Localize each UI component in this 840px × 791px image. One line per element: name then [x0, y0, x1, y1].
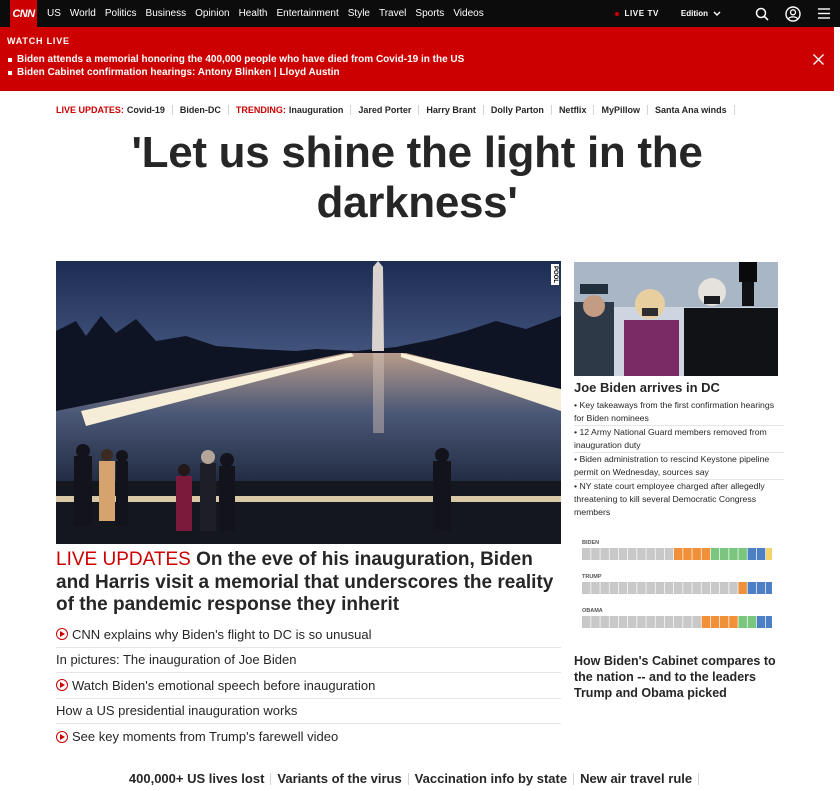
topic-link[interactable]: Vaccination info by state — [414, 771, 568, 786]
side-story-title[interactable]: Joe Biden arrives in DC — [574, 380, 720, 395]
cabinet-member-cell — [748, 616, 757, 628]
trending-link[interactable]: Santa Ana winds — [654, 105, 727, 115]
account-icon[interactable] — [785, 6, 801, 22]
side-bullet-link[interactable]: • NY state court employee charged after allegedly threatening to kill several Democratic Congress members — [574, 481, 765, 517]
nav-link-videos[interactable]: Videos — [453, 8, 484, 19]
cabinet-member-cell — [692, 616, 701, 628]
divider — [734, 105, 735, 115]
cabinet-member-cell — [600, 616, 609, 628]
trending-link[interactable]: Dolly Parton — [490, 105, 544, 115]
cabinet-member-cell — [665, 582, 674, 594]
related-links — [56, 622, 561, 750]
photo-credit: POOL — [552, 266, 558, 284]
cabinet-member-cell — [656, 548, 665, 560]
trending-link[interactable]: Jared Porter — [358, 105, 412, 115]
nav-links — [47, 8, 493, 19]
cabinet-member-cell — [720, 548, 729, 560]
nav-link-travel[interactable]: Travel — [378, 8, 407, 19]
trending-link[interactable]: Biden-DC — [179, 105, 221, 115]
cabinet-member-cell — [656, 582, 665, 594]
topic-link[interactable]: New air travel rule — [580, 771, 693, 786]
related-link[interactable] — [56, 724, 561, 750]
nav-link-style[interactable]: Style — [347, 8, 370, 19]
biden-arrival-photo — [574, 262, 778, 376]
cabinet-member-cell — [628, 616, 637, 628]
watch-live-item[interactable] — [8, 54, 464, 65]
headline-line: 'Let us shine the light in the — [131, 128, 703, 177]
nav-right — [615, 0, 830, 27]
cabinet-member-cell — [665, 548, 674, 560]
divider — [551, 105, 552, 115]
lincoln-memorial-reflecting-pool-photo — [56, 261, 561, 544]
divider — [573, 773, 574, 785]
watch-live-item[interactable] — [8, 67, 340, 78]
watch-live-title: WATCH LIVE — [7, 36, 70, 46]
nav-link-health[interactable]: Health — [238, 8, 268, 19]
related-link[interactable] — [56, 699, 561, 725]
cnn-logo[interactable]: CNN — [10, 0, 37, 27]
cabinet-member-cell — [702, 582, 711, 594]
chevron-down-icon — [713, 11, 721, 17]
comparison-label: TRUMP — [582, 574, 602, 580]
cabinet-member-cell — [683, 548, 692, 560]
trending-label: TRENDING: — [235, 105, 286, 115]
cabinet-member-cell — [711, 582, 720, 594]
cabinet-member-cell — [646, 548, 655, 560]
related-link[interactable] — [56, 622, 561, 648]
divider — [172, 105, 173, 115]
trending-link[interactable]: MyPillow — [601, 105, 640, 115]
cabinet-member-cell — [692, 548, 701, 560]
cabinet-member-cell — [757, 616, 766, 628]
cabinet-member-cell — [665, 616, 674, 628]
side-bullet-link[interactable]: • 12 Army National Guard members removed from inauguration duty — [574, 426, 784, 453]
cabinet-member-cell — [619, 616, 628, 628]
cabinet-member-cell — [720, 582, 729, 594]
cabinet-member-cell — [582, 616, 591, 628]
cabinet-member-cell — [738, 548, 747, 560]
watch-live-bar — [0, 27, 834, 91]
divider — [228, 105, 229, 115]
cabinet-member-cell — [766, 548, 772, 560]
live-updates-tag: LIVE UPDATES — [56, 549, 191, 570]
cabinet-member-cell — [729, 548, 738, 560]
play-icon — [56, 731, 68, 743]
cabinet-member-cell — [748, 582, 757, 594]
cabinet-member-cell — [637, 548, 646, 560]
cabinet-member-cell — [766, 582, 772, 594]
cabinet-member-cell — [656, 616, 665, 628]
headline-line: darkness' — [316, 178, 518, 227]
cabinet-member-cell — [674, 616, 683, 628]
search-icon[interactable] — [755, 7, 769, 21]
cabinet-member-cell — [610, 616, 619, 628]
cabinet-story-title[interactable]: How Biden's Cabinet compares to the nation -- and to the leaders Trump and Obama picked — [574, 654, 776, 700]
cabinet-member-cell — [610, 582, 619, 594]
related-link-text: See key moments from Trump's farewell video — [72, 729, 339, 745]
cabinet-member-cell — [711, 548, 720, 560]
obama-cabinet-bar — [582, 616, 772, 632]
nav-link-entertainment[interactable]: Entertainment — [276, 8, 339, 19]
cabinet-member-cell — [757, 582, 766, 594]
cabinet-member-cell — [646, 582, 655, 594]
trump-cabinet-bar — [582, 582, 772, 598]
nav-link-politics[interactable]: Politics — [104, 8, 137, 19]
cabinet-member-cell — [738, 582, 747, 594]
related-link-text: In pictures: The inauguration of Joe Biden — [56, 652, 297, 668]
side-bullet-link[interactable]: • Biden administration to rescind Keystone pipeline permit on Wednesday, sources say — [574, 453, 784, 480]
edition-label: Edition — [680, 9, 708, 18]
cabinet-member-cell — [757, 548, 766, 560]
side-story-bullets — [574, 399, 784, 519]
divider — [698, 773, 699, 785]
cabinet-member-cell — [646, 616, 655, 628]
live-tv-button[interactable] — [615, 9, 658, 18]
divider — [483, 105, 484, 115]
cabinet-member-cell — [766, 616, 772, 628]
cabinet-member-cell — [692, 582, 701, 594]
watch-live-item-text: Biden Cabinet confirmation hearings: Antony Blinken | Lloyd Austin — [17, 67, 340, 78]
divider — [593, 105, 594, 115]
bottom-topic-links — [0, 771, 834, 786]
cabinet-member-cell — [702, 548, 711, 560]
nav-link-opinion[interactable]: Opinion — [195, 8, 230, 19]
lead-story-title[interactable] — [56, 549, 561, 617]
cabinet-member-cell — [610, 548, 619, 560]
lead-story-text: On the eve of his inauguration, Biden and Harris visit a memorial that underscores the reality of the pandemic response they inherit — [56, 549, 554, 615]
menu-icon[interactable] — [818, 8, 830, 19]
cabinet-member-cell — [683, 616, 692, 628]
comparison-label: OBAMA — [582, 608, 603, 614]
topic-link[interactable]: 400,000+ US lives lost — [128, 771, 265, 786]
live-tv-label: LIVE TV — [624, 9, 659, 18]
cabinet-member-cell — [702, 616, 711, 628]
cabinet-member-cell — [729, 582, 738, 594]
cabinet-member-cell — [674, 582, 683, 594]
live-dot-icon — [615, 12, 619, 16]
cabinet-member-cell — [729, 616, 738, 628]
divider — [418, 105, 419, 115]
cabinet-member-cell — [637, 616, 646, 628]
related-link-text: CNN explains why Biden's flight to DC is so unusual — [72, 626, 372, 642]
cabinet-member-cell — [619, 548, 628, 560]
trending-link[interactable]: Netflix — [558, 105, 587, 115]
nav-link-business[interactable]: Business — [145, 8, 187, 19]
cabinet-member-cell — [600, 548, 609, 560]
play-icon — [56, 628, 68, 640]
cabinet-member-cell — [738, 616, 747, 628]
cabinet-member-cell — [674, 548, 683, 560]
trending-link[interactable]: Harry Brant — [426, 105, 476, 115]
divider — [647, 105, 648, 115]
page-headline[interactable] — [0, 128, 834, 228]
trending-bar — [56, 104, 742, 116]
cabinet-member-cell — [628, 548, 637, 560]
live-updates-label: LIVE UPDATES: — [56, 105, 124, 115]
cabinet-member-cell — [591, 616, 600, 628]
cabinet-comparison-graphic[interactable] — [574, 537, 778, 637]
side-bullet-link[interactable]: • Key takeaways from the first confirmation hearings for Biden nominees — [574, 399, 784, 426]
cabinet-member-cell — [683, 582, 692, 594]
cabinet-member-cell — [582, 582, 591, 594]
related-link-text: Watch Biden's emotional speech before inauguration — [72, 677, 376, 693]
cabinet-member-cell — [748, 548, 757, 560]
cabinet-member-cell — [711, 616, 720, 628]
close-icon[interactable] — [813, 52, 824, 70]
topic-link[interactable]: Variants of the virus — [277, 771, 402, 786]
cabinet-member-cell — [720, 616, 729, 628]
related-link[interactable] — [56, 673, 561, 699]
nav-link-sports[interactable]: Sports — [415, 8, 445, 19]
related-link-text: How a US presidential inauguration works — [56, 703, 298, 719]
cabinet-member-cell — [591, 548, 600, 560]
related-link[interactable] — [56, 648, 561, 674]
trending-link[interactable]: Covid-19 — [126, 105, 165, 115]
bullet-icon — [8, 58, 12, 62]
nav-link-us[interactable]: US — [47, 8, 61, 19]
cabinet-member-cell — [591, 582, 600, 594]
comparison-label: BIDEN — [582, 540, 600, 546]
cabinet-member-cell — [600, 582, 609, 594]
divider — [350, 105, 351, 115]
divider — [270, 773, 271, 785]
hero-image[interactable] — [56, 261, 561, 544]
play-icon — [56, 679, 68, 691]
bullet-icon — [8, 71, 12, 75]
cabinet-member-cell — [619, 582, 628, 594]
cabinet-member-cell — [582, 548, 591, 560]
divider — [408, 773, 409, 785]
trending-link[interactable]: Inauguration — [288, 105, 344, 115]
cabinet-member-cell — [628, 582, 637, 594]
edition-menu[interactable] — [681, 9, 721, 18]
biden-cabinet-bar — [582, 548, 772, 564]
cabinet-member-cell — [637, 582, 646, 594]
watch-live-item-text: Biden attends a memorial honoring the 400,000 people who have died from Covid-19 in the US — [17, 54, 465, 65]
top-nav — [0, 0, 840, 27]
side-story-image[interactable] — [574, 262, 778, 376]
nav-link-world[interactable]: World — [69, 8, 96, 19]
